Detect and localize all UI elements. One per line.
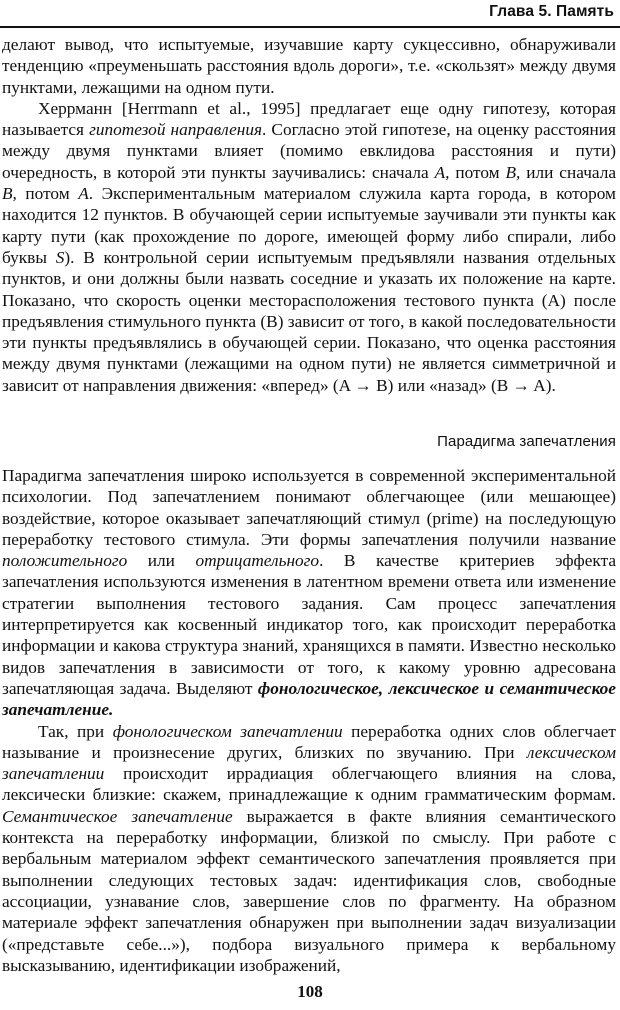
point-a-1: А,	[434, 162, 450, 182]
term-direction-hypothesis: гипотезой направления	[89, 120, 263, 140]
paragraph-4-text-1: Так, при	[38, 721, 113, 741]
paragraph-4	[2, 721, 616, 977]
paragraph-3-text-1: Парадигма запечатления широко используется в современной экспериментальной психологии. Под запечатлением понимают облегчающее (или мешающее) воздействие, которое оказывает запечатляющий стимул (prime) на последующую переработку тестового стимула. Эти формы запечатления получили название	[2, 466, 616, 549]
paragraph-2-text-3: потом	[449, 162, 506, 182]
section-2-body	[2, 465, 616, 976]
term-positive: положительного	[2, 551, 128, 571]
term-negative: отрицательного	[195, 551, 320, 571]
term-lexical: лексическом запечатлении	[2, 742, 616, 784]
paragraph-2-text-6: . Экспериментальным материалом служила карта города, в котором находится 12 пунктов. В обучающей серии испытуемые заучивали эти пункты как карту пути (как прохождение по дороге, имеющей форму либо спирали, либо буквы	[2, 184, 616, 267]
paragraph-2-text-5: потом	[16, 184, 79, 204]
term-semantic: Семантическое запечатление	[2, 806, 233, 826]
paragraph-3-text-3: . В качестве критериев эффекта запечатления используются изменения в латентном времени ответа или изменение стратегии выполнения тестового задания. Сам процесс запечатления интерпретируется как косвенный индикатор того, как происходит переработка информации и какова структура знаний, хранящихся в памяти. Известно несколько видов запечатления в зависимости от того, к какому уровню адресована запечатляющая задача. Выделяют	[2, 551, 616, 698]
letter-s: S	[55, 247, 65, 267]
term-priming-types: фонологическое, лексическое и семантическое запечатление.	[2, 678, 616, 720]
section-heading: Парадигма запечатления	[437, 433, 616, 450]
header-rule	[0, 26, 620, 28]
point-b-1: В,	[505, 162, 521, 182]
page-number: 108	[297, 982, 323, 1001]
paragraph-2	[2, 98, 616, 396]
paragraph-2-text-1: Херрманн [Herrmann et al., 1995] предлагает еще одну гипотезу, которая называется	[2, 98, 616, 140]
term-phonological: фонологическом запечатлении	[112, 721, 343, 741]
paragraph-4-text-2: переработка одних слов облегчает называние и произнесение других, близких по звучанию. При	[2, 721, 616, 762]
paragraph-3	[2, 465, 616, 721]
running-header	[0, 0, 620, 28]
paragraph-3-text-2: или	[127, 551, 196, 571]
point-a-2: А	[78, 184, 89, 204]
paragraph-2-text-4: или сначала	[520, 162, 617, 182]
paragraph-2-text-7: ). В контрольной серии испытуемым предъявляли названия отдельных пунктов, и они должны были назвать соседние и указать их положение на карте. Показано, что скорость оценки месторасположения тестового пункта (А) после предъявления стимульного пункта (В) зависит от того, в какой последовательности эти пункты предъявлялись в обучающей серии. Показано, что оценка расстояния между двумя пунктами (лежащими на одном пути) не является симметричной и зависит от направления движения: «вперед» (A → B) или «назад» (B → A).	[2, 247, 616, 395]
paragraph-2-text-2: . Согласно этой гипотезе, на оценку расстояния между двумя пунктами влияет (помимо евклидова расстояния и пути) очередность, в которой эти пункты заучивались: сначала	[2, 120, 616, 182]
chapter-title: Глава 5. Память	[489, 3, 614, 20]
paragraph-1: делают вывод, что испытуемые, изучавшие карту сукцессивно, обнаруживали тенденцию «преуменьшать расстояния вдоль дороги», т.е. «скользят» между двумя пунктами, лежащими на одном пути.	[2, 35, 616, 97]
point-b-2: В,	[2, 184, 17, 204]
paragraph-4-text-4: выражается в факте влияния семантического контекста на переработку информации, близкой по смыслу. При работе с вербальным материалом эффект семантического запечатления проявляется при выполнении следующих тестовых задач: идентификация слов, свободные ассоциации, узнавание слов, завершение слов по фрагменту. На образном материале эффект запечатления обнаружен при выполнении задач визуализации («представьте себе...»), подбора визуального примера к вербальному высказыванию, идентификации изображений,	[2, 806, 617, 975]
paragraph-4-text-3: происходит иррадиация облегчающего влияния на слова, лексически близкие: скажем, принадлежащие к одним грамматическим формам.	[2, 764, 616, 805]
section-1-body	[2, 34, 616, 396]
